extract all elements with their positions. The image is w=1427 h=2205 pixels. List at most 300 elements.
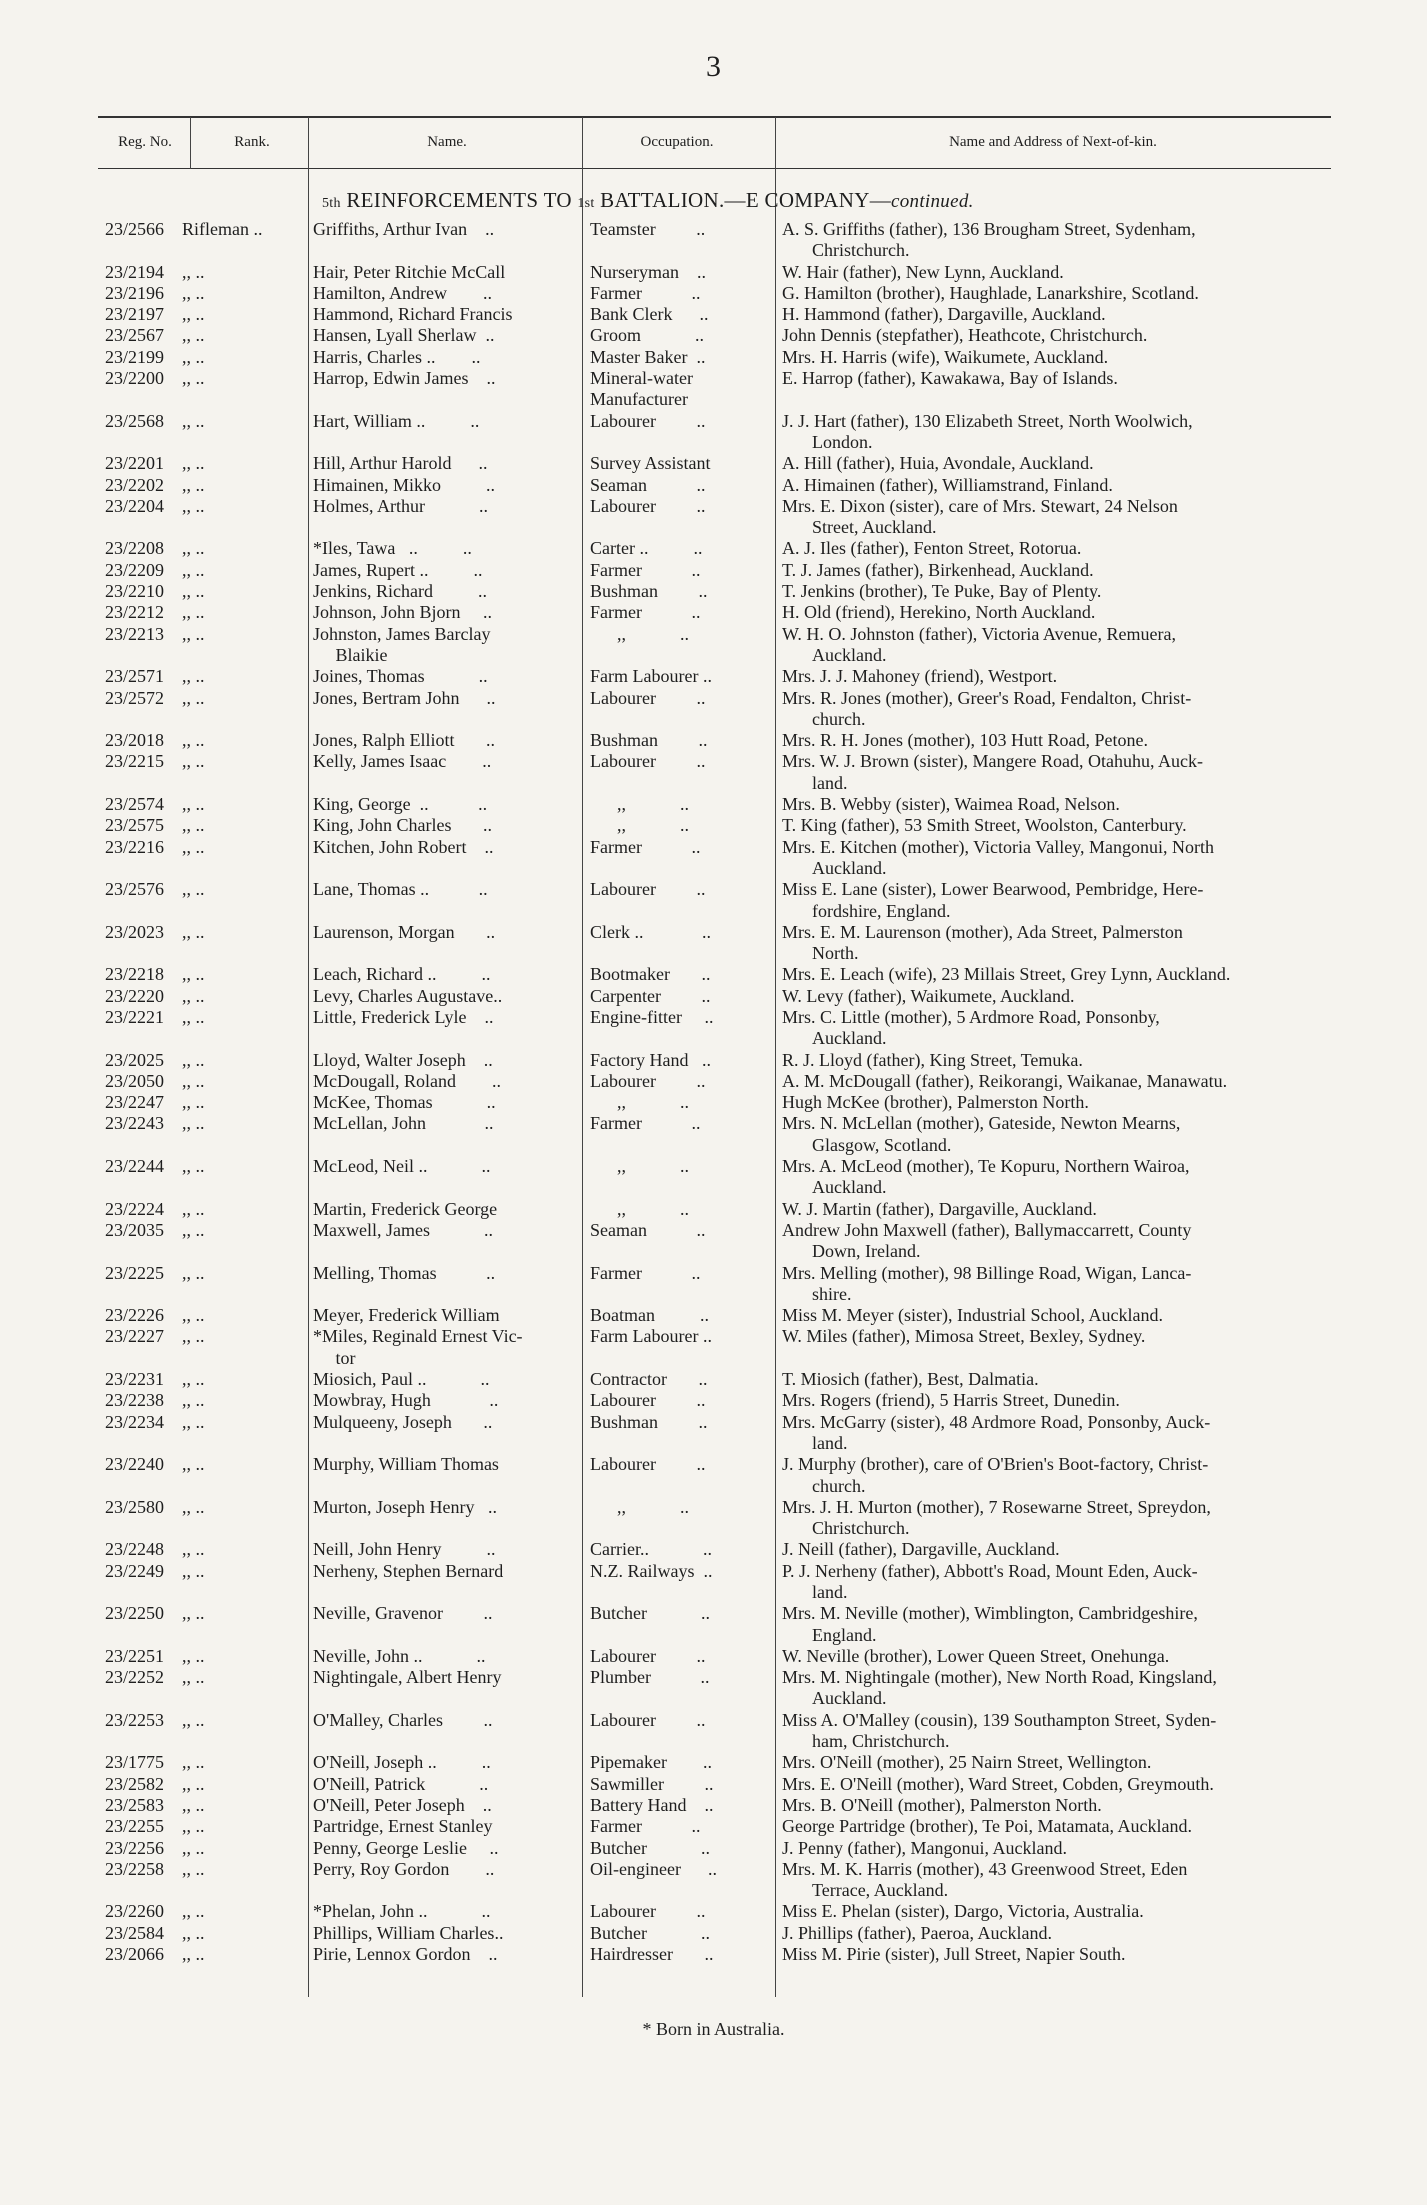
table-row: [0, 1390, 1427, 1411]
next-of-kin-cell-line: Mrs. E. M. Laurenson (mother), Ada Street, Palmerston: [782, 921, 1183, 942]
name-cell-line: Nerheny, Stephen Bernard: [313, 1560, 504, 1581]
name-cell: [313, 1050, 585, 1071]
table-row: [0, 560, 1427, 581]
reg-no-cell: 23/1775: [104, 1752, 164, 1773]
occupation-cell: [590, 1795, 770, 1816]
table-row: [0, 1326, 1427, 1369]
next-of-kin-cell: [782, 1752, 1344, 1773]
occupation-cell: [590, 1412, 770, 1433]
occupation-cell-line: Seaman ..: [590, 474, 706, 495]
rank-cell: ,, ..: [182, 1794, 205, 1815]
next-of-kin-cell-line: Andrew John Maxwell (father), Ballymaccarrett, County: [782, 1219, 1192, 1240]
occupation-cell-line: ,, ..: [590, 623, 689, 644]
table-row: [0, 538, 1427, 559]
nominal-roll-table: [0, 219, 1427, 1965]
rank-cell: ,, ..: [182, 1901, 205, 1922]
name-cell-line: Hair, Peter Ritchie McCall: [313, 261, 506, 282]
name-cell: [313, 325, 585, 346]
rank-cell: ,, ..: [182, 687, 205, 708]
name-cell-line: *Phelan, John .. ..: [313, 1901, 491, 1922]
next-of-kin-cell: [782, 347, 1344, 368]
reg-no-cell: 23/2215: [104, 751, 164, 772]
next-of-kin-cell-line: J. Neill (father), Dargaville, Auckland.: [782, 1539, 1060, 1560]
name-cell: [313, 1305, 585, 1326]
occupation-cell: [590, 325, 770, 346]
rank-cell: ,, ..: [182, 1049, 205, 1070]
next-of-kin-cell-line: England.: [812, 1624, 877, 1645]
table-row: [0, 602, 1427, 623]
next-of-kin-cell-line: W. Miles (father), Mimosa Street, Bexley, Sydney.: [782, 1326, 1146, 1347]
occupation-cell: [590, 1859, 770, 1880]
next-of-kin-cell: [782, 538, 1344, 559]
reg-no-cell: 23/2580: [104, 1496, 164, 1517]
table-row: [0, 1859, 1427, 1902]
occupation-cell: [590, 453, 770, 474]
next-of-kin-cell-line: E. Harrop (father), Kawakawa, Bay of Islands.: [782, 368, 1118, 389]
reg-no-cell: 23/2255: [104, 1816, 164, 1837]
next-of-kin-cell-line: T. Jenkins (brother), Te Puke, Bay of Plenty.: [782, 581, 1102, 602]
occupation-cell-line: Butcher ..: [590, 1603, 710, 1624]
name-cell: [313, 815, 585, 836]
occupation-cell: [590, 1092, 770, 1113]
occupation-cell: [590, 794, 770, 815]
table-row: [0, 325, 1427, 346]
occupation-cell-line: Pipemaker ..: [590, 1752, 712, 1773]
next-of-kin-cell: [782, 815, 1344, 836]
name-cell: [313, 1092, 585, 1113]
name-cell: [313, 1220, 585, 1241]
occupation-cell-line: Labourer ..: [590, 1390, 706, 1411]
reg-no-cell: 23/2240: [104, 1454, 164, 1475]
name-cell-line: Miosich, Paul .. ..: [313, 1369, 490, 1390]
name-cell-line: Phillips, William Charles..: [313, 1922, 504, 1943]
next-of-kin-cell: [782, 986, 1344, 1007]
name-cell: [313, 986, 585, 1007]
occupation-cell: [590, 986, 770, 1007]
occupation-cell: [590, 1305, 770, 1326]
rank-cell: ,, ..: [182, 1709, 205, 1730]
occupation-cell: [590, 964, 770, 985]
table-row: [0, 304, 1427, 325]
reg-no-cell: 23/2220: [104, 985, 164, 1006]
name-cell-line: McKee, Thomas ..: [313, 1092, 496, 1113]
occupation-cell-line: ,, ..: [590, 1496, 689, 1517]
next-of-kin-cell-line: shire.: [812, 1283, 852, 1304]
next-of-kin-cell-line: G. Hamilton (brother), Haughlade, Lanarkshire, Scotland.: [782, 282, 1199, 303]
occupation-cell: [590, 1710, 770, 1731]
name-cell: [313, 1326, 585, 1369]
next-of-kin-cell-line: Mrs. H. Harris (wife), Waikumete, Auckland.: [782, 346, 1109, 367]
occupation-cell: [590, 560, 770, 581]
rank-cell: ,, ..: [182, 1411, 205, 1432]
next-of-kin-cell-line: Mrs. R. Jones (mother), Greer's Road, Fendalton, Christ-: [782, 687, 1192, 708]
occupation-cell-line: Engine-fitter ..: [590, 1006, 714, 1027]
next-of-kin-cell-line: Mrs. M. Nightingale (mother), New North Road, Kingsland,: [782, 1667, 1217, 1688]
table-row: [0, 986, 1427, 1007]
rank-cell: ,, ..: [182, 1390, 205, 1411]
table-row: [0, 1901, 1427, 1922]
reg-no-cell: 23/2258: [104, 1858, 164, 1879]
reg-no-cell: 23/2221: [104, 1006, 164, 1027]
next-of-kin-cell-line: Mrs. W. J. Brown (sister), Mangere Road, Otahuhu, Auck-: [782, 751, 1203, 772]
next-of-kin-cell-line: Mrs. N. McLellan (mother), Gateside, Newton Mearns,: [782, 1113, 1181, 1134]
occupation-cell-line: Carter .. ..: [590, 538, 703, 559]
occupation-cell-line: Labourer ..: [590, 1454, 706, 1475]
table-row: [0, 368, 1427, 411]
occupation-cell-line: Labourer ..: [590, 879, 706, 900]
reg-no-cell: 23/2234: [104, 1411, 164, 1432]
occupation-cell: [590, 1752, 770, 1773]
table-row: [0, 1646, 1427, 1667]
next-of-kin-cell-line: ham, Christchurch.: [812, 1731, 950, 1752]
next-of-kin-cell-line: Mrs. B. O'Neill (mother), Palmerston North.: [782, 1794, 1102, 1815]
occupation-cell: [590, 1646, 770, 1667]
rank-cell: ,, ..: [182, 1603, 205, 1624]
rank-cell: ,, ..: [182, 1773, 205, 1794]
occupation-cell: [590, 1220, 770, 1241]
table-row: [0, 1156, 1427, 1199]
occupation-cell-line: Labourer ..: [590, 751, 706, 772]
next-of-kin-cell: [782, 1199, 1344, 1220]
occupation-cell-line: N.Z. Railways ..: [590, 1560, 713, 1581]
reg-no-cell: 23/2583: [104, 1794, 164, 1815]
rank-cell: ,, ..: [182, 1560, 205, 1581]
header-reg-no: Reg. No.: [118, 134, 172, 150]
reg-no-cell: 23/2567: [104, 325, 164, 346]
occupation-cell: [590, 1497, 770, 1518]
footnote: * Born in Australia.: [642, 2019, 785, 2039]
reg-no-cell: 23/2218: [104, 964, 164, 985]
name-cell-line: Murton, Joseph Henry ..: [313, 1496, 497, 1517]
name-cell-line: O'Neill, Joseph .. ..: [313, 1752, 491, 1773]
occupation-cell: [590, 1944, 770, 1965]
rank-cell: ,, ..: [182, 1156, 205, 1177]
next-of-kin-cell: [782, 1092, 1344, 1113]
table-row: [0, 1113, 1427, 1156]
next-of-kin-cell: [782, 1220, 1344, 1263]
rank-cell: ,, ..: [182, 1070, 205, 1091]
reg-no-cell: 23/2231: [104, 1369, 164, 1390]
next-of-kin-cell-line: H. Hammond (father), Dargaville, Auckland.: [782, 304, 1106, 325]
occupation-cell: [590, 624, 770, 645]
table-row: [0, 262, 1427, 283]
occupation-cell-line: ,, ..: [590, 1092, 689, 1113]
occupation-cell-line: Hairdresser ..: [590, 1944, 714, 1965]
reg-no-cell: 23/2252: [104, 1667, 164, 1688]
name-cell-line: Martin, Frederick George: [313, 1198, 498, 1219]
occupation-cell-line: Farmer ..: [590, 602, 701, 623]
name-cell-line: tor: [313, 1347, 356, 1368]
reg-no-cell: 23/2208: [104, 538, 164, 559]
table-row: [0, 475, 1427, 496]
occupation-cell: [590, 1326, 770, 1347]
name-cell: [313, 496, 585, 517]
name-cell-line: Blaikie: [313, 644, 388, 665]
next-of-kin-cell: [782, 1646, 1344, 1667]
next-of-kin-cell: [782, 666, 1344, 687]
next-of-kin-cell: [782, 1050, 1344, 1071]
table-row: [0, 1838, 1427, 1859]
table-row: [0, 1092, 1427, 1113]
section-prefix: 5th: [322, 196, 341, 211]
occupation-cell: [590, 1113, 770, 1134]
next-of-kin-cell-line: Mrs. M. K. Harris (mother), 43 Greenwood Street, Eden: [782, 1858, 1188, 1879]
name-cell: [313, 1816, 585, 1837]
next-of-kin-cell-line: Mrs. J. H. Murton (mother), 7 Rosewarne Street, Spreydon,: [782, 1496, 1211, 1517]
next-of-kin-cell: [782, 1369, 1344, 1390]
occupation-cell: [590, 1071, 770, 1092]
name-cell-line: *Miles, Reginald Ernest Vic-: [313, 1326, 523, 1347]
next-of-kin-cell: [782, 1305, 1344, 1326]
name-cell-line: Hill, Arthur Harold ..: [313, 453, 488, 474]
reg-no-cell: 23/2247: [104, 1092, 164, 1113]
next-of-kin-cell-line: Mrs. E. O'Neill (mother), Ward Street, Cobden, Greymouth.: [782, 1773, 1214, 1794]
next-of-kin-cell-line: Miss E. Lane (sister), Lower Bearwood, Pembridge, Here-: [782, 879, 1204, 900]
next-of-kin-cell: [782, 581, 1344, 602]
table-row: [0, 1603, 1427, 1646]
next-of-kin-cell-line: T. King (father), 53 Smith Street, Woolston, Canterbury.: [782, 815, 1187, 836]
name-cell: [313, 1859, 585, 1880]
occupation-cell-line: Farmer ..: [590, 1816, 701, 1837]
reg-no-cell: 23/2260: [104, 1901, 164, 1922]
name-cell: [313, 538, 585, 559]
name-cell-line: Perry, Roy Gordon ..: [313, 1858, 495, 1879]
reg-no-cell: 23/2210: [104, 581, 164, 602]
next-of-kin-cell-line: Mrs. C. Little (mother), 5 Ardmore Road, Ponsonby,: [782, 1006, 1160, 1027]
name-cell: [313, 1923, 585, 1944]
next-of-kin-cell-line: A. M. McDougall (father), Reikorangi, Waikanae, Manawatu.: [782, 1070, 1228, 1091]
next-of-kin-cell: [782, 602, 1344, 623]
section-title: [322, 188, 974, 213]
table-row: [0, 1220, 1427, 1263]
reg-no-cell: 23/2571: [104, 666, 164, 687]
rank-cell: ,, ..: [182, 1752, 205, 1773]
occupation-cell-line: Mineral-water: [590, 368, 693, 389]
occupation-cell: [590, 368, 770, 411]
occupation-cell: [590, 1199, 770, 1220]
next-of-kin-cell-line: W. J. Martin (father), Dargaville, Auckland.: [782, 1198, 1097, 1219]
next-of-kin-cell: [782, 453, 1344, 474]
next-of-kin-cell-line: Auckland.: [812, 1028, 887, 1049]
name-cell: [313, 1710, 585, 1731]
next-of-kin-cell-line: Mrs. J. J. Mahoney (friend), Westport.: [782, 666, 1058, 687]
next-of-kin-cell-line: Mrs. E. Dixon (sister), care of Mrs. Stewart, 24 Nelson: [782, 495, 1178, 516]
occupation-cell: [590, 1050, 770, 1071]
next-of-kin-cell-line: George Partridge (brother), Te Poi, Matamata, Auckland.: [782, 1816, 1192, 1837]
name-cell: [313, 1412, 585, 1433]
reg-no-cell: 23/2243: [104, 1113, 164, 1134]
occupation-cell: [590, 922, 770, 943]
table-row: [0, 1944, 1427, 1965]
table-row: [0, 794, 1427, 815]
rank-cell: ,, ..: [182, 1219, 205, 1240]
reg-no-cell: 23/2568: [104, 410, 164, 431]
next-of-kin-cell-line: North.: [812, 943, 859, 964]
table-row: [0, 1795, 1427, 1816]
rank-cell: ,, ..: [182, 325, 205, 346]
next-of-kin-cell-line: Down, Ireland.: [812, 1241, 921, 1262]
next-of-kin-cell: [782, 1454, 1344, 1497]
rank-cell: ,, ..: [182, 730, 205, 751]
occupation-cell: [590, 879, 770, 900]
next-of-kin-cell: [782, 496, 1344, 539]
rank-cell: ,, ..: [182, 559, 205, 580]
next-of-kin-cell-line: Miss E. Phelan (sister), Dargo, Victoria, Australia.: [782, 1901, 1144, 1922]
name-cell: [313, 347, 585, 368]
name-cell: [313, 560, 585, 581]
occupation-cell: [590, 581, 770, 602]
name-cell: [313, 304, 585, 325]
rank-cell: ,, ..: [182, 964, 205, 985]
table-row: [0, 1199, 1427, 1220]
rank-cell: ,, ..: [182, 453, 205, 474]
name-cell: [313, 1071, 585, 1092]
table-row: [0, 751, 1427, 794]
occupation-cell: [590, 815, 770, 836]
rank-cell: ,, ..: [182, 879, 205, 900]
reg-no-cell: 23/2572: [104, 687, 164, 708]
next-of-kin-cell: [782, 368, 1344, 389]
name-cell-line: O'Malley, Charles ..: [313, 1709, 493, 1730]
rank-cell: ,, ..: [182, 1369, 205, 1390]
next-of-kin-cell: [782, 1859, 1344, 1902]
next-of-kin-cell-line: Miss M. Pirie (sister), Jull Street, Napier South.: [782, 1944, 1126, 1965]
name-cell: [313, 411, 585, 432]
reg-no-cell: 23/2035: [104, 1219, 164, 1240]
next-of-kin-cell-line: Mrs. B. Webby (sister), Waimea Road, Nelson.: [782, 794, 1120, 815]
occupation-cell-line: Labourer ..: [590, 1901, 706, 1922]
reg-no-cell: 23/2050: [104, 1070, 164, 1091]
table-row: [0, 1539, 1427, 1560]
occupation-cell: [590, 1454, 770, 1475]
occupation-cell: [590, 837, 770, 858]
table-row: [0, 1369, 1427, 1390]
header-bottom-rule: [98, 168, 1331, 169]
section-ordinal: 1st: [577, 196, 595, 211]
next-of-kin-cell-line: Miss A. O'Malley (cousin), 139 Southampton Street, Syden-: [782, 1709, 1217, 1730]
rank-cell: ,, ..: [182, 1816, 205, 1837]
occupation-cell-line: ,, ..: [590, 1156, 689, 1177]
next-of-kin-cell-line: Terrace, Auckland.: [812, 1880, 949, 1901]
name-cell: [313, 283, 585, 304]
occupation-cell: [590, 688, 770, 709]
name-cell-line: Hamilton, Andrew ..: [313, 282, 492, 303]
name-cell: [313, 1369, 585, 1390]
name-cell-line: Lane, Thomas .. ..: [313, 879, 488, 900]
name-cell-line: Little, Frederick Lyle ..: [313, 1006, 494, 1027]
occupation-cell-line: ,, ..: [590, 1198, 689, 1219]
next-of-kin-cell-line: W. H. O. Johnston (father), Victoria Avenue, Remuera,: [782, 623, 1176, 644]
reg-no-cell: 23/2584: [104, 1922, 164, 1943]
name-cell-line: O'Neill, Peter Joseph ..: [313, 1794, 492, 1815]
reg-no-cell: 23/2023: [104, 921, 164, 942]
table-row: [0, 1816, 1427, 1837]
name-cell-line: Murphy, William Thomas: [313, 1454, 499, 1475]
table-row: [0, 1071, 1427, 1092]
rank-cell: ,, ..: [182, 1645, 205, 1666]
name-cell-line: Harris, Charles .. ..: [313, 346, 481, 367]
name-cell-line: Hansen, Lyall Sherlaw ..: [313, 325, 495, 346]
occupation-cell-line: Bank Clerk ..: [590, 304, 709, 325]
name-cell: [313, 1156, 585, 1177]
next-of-kin-cell: [782, 1901, 1344, 1922]
next-of-kin-cell-line: land.: [812, 1432, 848, 1453]
reg-no-cell: 23/2194: [104, 261, 164, 282]
next-of-kin-cell: [782, 1923, 1344, 1944]
header-divider: [190, 117, 191, 169]
occupation-cell-line: Teamster ..: [590, 219, 706, 239]
name-cell-line: Meyer, Frederick William: [313, 1305, 500, 1326]
next-of-kin-cell: [782, 688, 1344, 731]
next-of-kin-cell-line: J. J. Hart (father), 130 Elizabeth Street, North Woolwich,: [782, 410, 1193, 431]
next-of-kin-cell-line: Mrs. McGarry (sister), 48 Ardmore Road, Ponsonby, Auck-: [782, 1411, 1211, 1432]
occupation-cell-line: Battery Hand ..: [590, 1794, 714, 1815]
name-cell: [313, 1561, 585, 1582]
reg-no-cell: 23/2576: [104, 879, 164, 900]
next-of-kin-cell-line: A. J. Iles (father), Fenton Street, Rotorua.: [782, 538, 1082, 559]
next-of-kin-cell-line: H. Old (friend), Herekino, North Auckland.: [782, 602, 1096, 623]
next-of-kin-cell-line: T. Miosich (father), Best, Dalmatia.: [782, 1369, 1039, 1390]
occupation-cell-line: Seaman ..: [590, 1219, 706, 1240]
reg-no-cell: 23/2238: [104, 1390, 164, 1411]
name-cell-line: Mowbray, Hugh ..: [313, 1390, 499, 1411]
table-row: [0, 581, 1427, 602]
section-title-b: BATTALION.—E COMPANY—: [594, 188, 891, 212]
reg-no-cell: 23/2256: [104, 1837, 164, 1858]
name-cell-line: Kitchen, John Robert ..: [313, 836, 494, 857]
next-of-kin-cell-line: London.: [812, 431, 873, 452]
next-of-kin-cell: [782, 411, 1344, 454]
next-of-kin-cell: [782, 283, 1344, 304]
name-cell-line: McLeod, Neil .. ..: [313, 1156, 491, 1177]
occupation-cell: [590, 475, 770, 496]
occupation-cell-line: Bootmaker ..: [590, 964, 711, 985]
occupation-cell-line: Farm Labourer ..: [590, 1326, 712, 1347]
name-cell-line: Joines, Thomas ..: [313, 666, 488, 687]
name-cell-line: McLellan, John ..: [313, 1113, 494, 1134]
occupation-cell-line: Butcher ..: [590, 1922, 710, 1943]
name-cell-line: Hart, William .. ..: [313, 410, 480, 431]
occupation-cell-line: Carrier.. ..: [590, 1539, 712, 1560]
column-headers: [0, 134, 1427, 158]
name-cell-line: King, John Charles ..: [313, 815, 492, 836]
next-of-kin-cell-line: A. Himainen (father), Williamstrand, Finland.: [782, 474, 1113, 495]
next-of-kin-cell: [782, 1156, 1344, 1199]
table-row: [0, 1454, 1427, 1497]
next-of-kin-cell: [782, 1263, 1344, 1306]
next-of-kin-cell-line: Mrs. A. McLeod (mother), Te Kopuru, Northern Wairoa,: [782, 1156, 1190, 1177]
next-of-kin-cell: [782, 837, 1344, 880]
name-cell: [313, 1199, 585, 1220]
occupation-cell-line: Sawmiller ..: [590, 1773, 714, 1794]
next-of-kin-cell: [782, 1774, 1344, 1795]
next-of-kin-cell-line: J. Phillips (father), Paeroa, Auckland.: [782, 1922, 1052, 1943]
name-cell: [313, 688, 585, 709]
next-of-kin-cell: [782, 1412, 1344, 1455]
name-cell: [313, 602, 585, 623]
next-of-kin-cell-line: Hugh McKee (brother), Palmerston North.: [782, 1092, 1089, 1113]
occupation-cell: [590, 1667, 770, 1688]
next-of-kin-cell: [782, 879, 1344, 922]
next-of-kin-cell: [782, 751, 1344, 794]
rank-cell: ,, ..: [182, 304, 205, 325]
name-cell-line: Johnson, John Bjorn ..: [313, 602, 493, 623]
next-of-kin-cell-line: Auckland.: [812, 644, 887, 665]
occupation-cell-line: Factory Hand ..: [590, 1049, 711, 1070]
occupation-cell: [590, 1390, 770, 1411]
rank-cell: ,, ..: [182, 1454, 205, 1475]
rank-cell: ,, ..: [182, 1667, 205, 1688]
